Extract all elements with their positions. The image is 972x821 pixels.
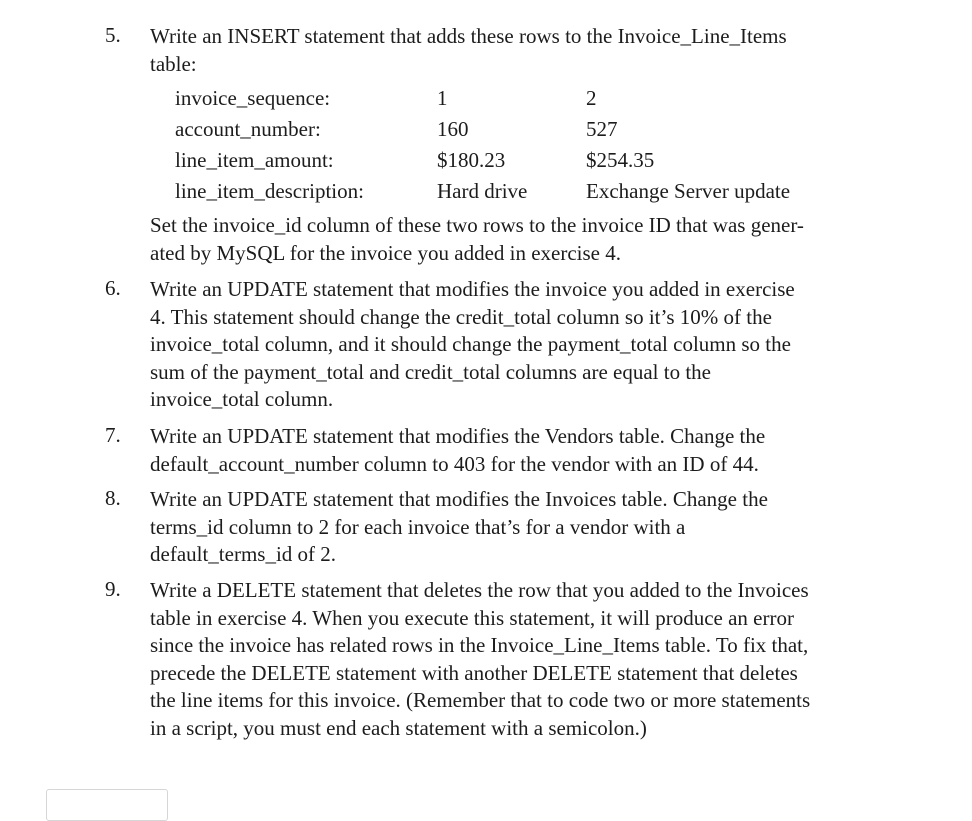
column-name: account_number:: [175, 117, 321, 141]
text-line: ated by MySQL for the invoice you added in exercise 4.: [150, 240, 622, 265]
text-line: Set the invoice_id column of these two rows to the invoice ID that was gener-: [150, 213, 804, 237]
column-name: line_item_description:: [175, 179, 364, 203]
exercise-5-followup: [150, 212, 910, 267]
text-line: 4. This statement should change the credit_total column so it’s 10% of the: [150, 304, 772, 329]
row1-value: 160: [437, 117, 469, 141]
exercise-number: 7.: [105, 423, 121, 447]
text-line: invoice_total column, and it should change the payment_total column so the: [150, 332, 791, 356]
text-line: terms_id column to 2 for each invoice that’s for a vendor with a: [150, 514, 686, 539]
row1-value: Hard drive: [437, 179, 528, 203]
text-line: Write an UPDATE statement that modifies the invoice you added in exercise: [150, 277, 795, 301]
partial-input-box[interactable]: [46, 789, 168, 821]
row2-value: Exchange Server update: [586, 179, 791, 203]
row2-value: $254.35: [586, 148, 655, 172]
text-line: table:: [150, 51, 197, 76]
row1-value: $180.23: [437, 148, 506, 172]
text-line: Write a DELETE statement that deletes the row that you added to the Invoices: [150, 578, 809, 602]
exercise-number: 5.: [105, 23, 121, 47]
text-line: invoice_total column.: [150, 387, 334, 411]
exercise-number: 6.: [105, 276, 121, 300]
text-line: default_terms_id of 2.: [150, 542, 337, 566]
column-name: invoice_sequence:: [175, 86, 331, 110]
exercise-number: 8.: [105, 486, 121, 510]
text-line: table in exercise 4. When you execute this statement, it will produce an error: [150, 605, 794, 630]
text-line: precede the DELETE statement with another DELETE statement that deletes: [150, 660, 798, 685]
text-line: Write an INSERT statement that adds these rows to the Invoice_Line_Items: [150, 24, 787, 48]
exercise-text: [150, 276, 910, 414]
text-line: Write an UPDATE statement that modifies the Vendors table. Change the: [150, 424, 766, 448]
row2-value: 2: [586, 86, 597, 110]
exercise-text: [150, 577, 910, 742]
text-line: the line items for this invoice. (Remember that to code two or more statements: [150, 688, 811, 712]
column-name: line_item_amount:: [175, 148, 334, 172]
text-line: default_account_number column to 403 for the vendor with an ID of 44.: [150, 451, 759, 476]
row1-value: 1: [437, 86, 448, 110]
exercise-text: [150, 23, 910, 78]
text-line: since the invoice has related rows in the Invoice_Line_Items table. To fix that,: [150, 633, 809, 657]
exercise-text: [150, 486, 910, 569]
row2-value: 527: [586, 117, 618, 141]
text-line: sum of the payment_total and credit_total columns are equal to the: [150, 359, 712, 384]
text-line: in a script, you must end each statement with a semicolon.): [150, 715, 647, 740]
exercise-text: [150, 423, 910, 478]
text-line: Write an UPDATE statement that modifies the Invoices table. Change the: [150, 487, 768, 511]
exercise-number: 9.: [105, 577, 121, 601]
